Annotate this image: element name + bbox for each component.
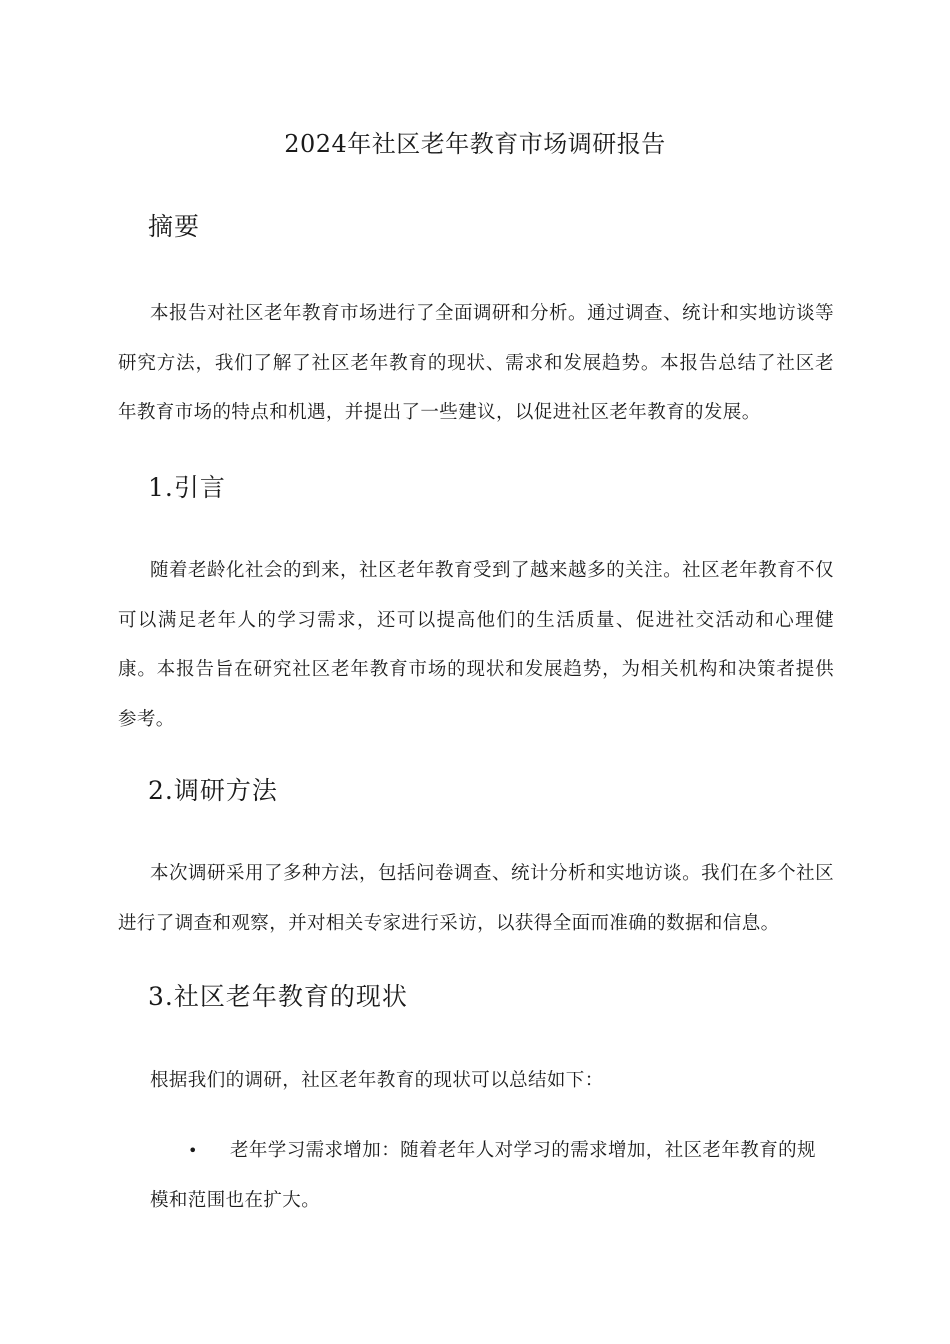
bullet-icon: • (188, 1141, 198, 1160)
section-heading-abstract: 摘要 (148, 212, 201, 241)
section-heading-current-status: 3.社区老年教育的现状 (148, 982, 408, 1011)
list-item-text-line2: 模和范围也在扩大。 (150, 1189, 321, 1211)
methods-paragraph: 本次调研采用了多种方法，包括问卷调查、统计分析和实地访谈。我们在多个社区进行了调查和观察，并对相关专家进行采访，以获得全面而准确的数据和信息。 (118, 863, 834, 934)
list-item-text-line1: 老年学习需求增加：随着老年人对学习的需求增加，社区老年教育的规 (230, 1140, 816, 1161)
abstract-paragraph: 本报告对社区老年教育市场进行了全面调研和分析。通过调查、统计和实地访谈等研究方法，我们了解了社区老年教育的现状、需求和发展趋势。本报告总结了社区老年教育市场的特点和机遇，并提出了一些建议，以促进社区老年教育的发展。 (118, 303, 834, 423)
current-status-paragraph: 根据我们的调研，社区老年教育的现状可以总结如下： (150, 1070, 604, 1091)
document-title: 2024年社区老年教育市场调研报告 (284, 130, 666, 158)
list-item (118, 1126, 834, 1225)
section-heading-introduction: 1.引言 (148, 473, 226, 502)
section-heading-methods: 2.调研方法 (148, 776, 278, 805)
introduction-paragraph: 随着老龄化社会的到来，社区老年教育受到了越来越多的关注。社区老年教育不仅可以满足老年人的学习需求，还可以提高他们的生活质量、促进社交活动和心理健康。本报告旨在研究社区老年教育市场的现状和发展趋势，为相关机构和决策者提供参考。 (118, 560, 834, 730)
